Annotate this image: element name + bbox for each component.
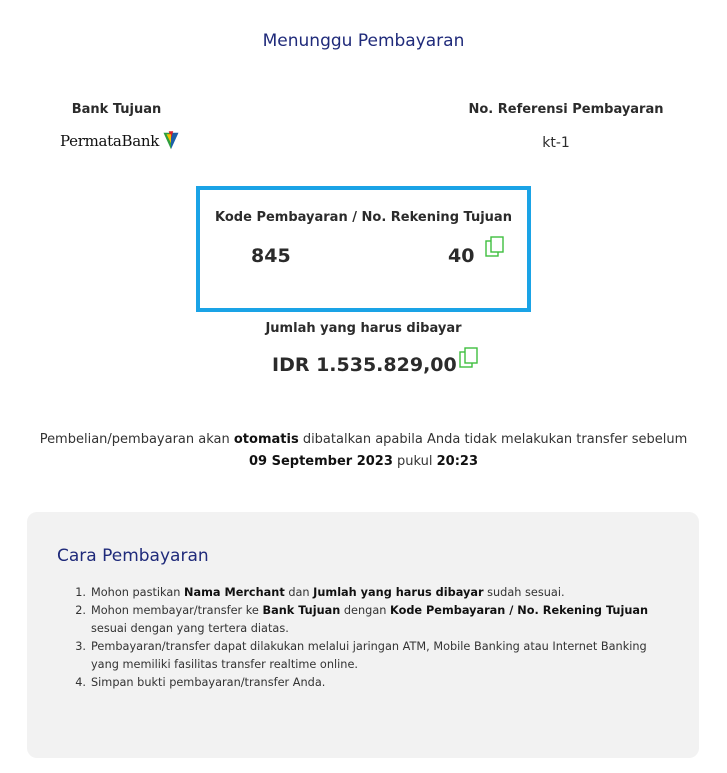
notice-bold-otomatis: otomatis [233,432,299,447]
step-number: 4. [75,676,86,689]
list-item [57,602,677,638]
payment-code-value-left: 845 [251,245,291,267]
payment-code-label: Kode Pembayaran / No. Rekening Tujuan [215,210,512,225]
step-number: 2. [75,604,86,617]
amount-label: Jumlah yang harus dibayar [265,321,462,336]
notice-text: pukul [392,454,437,469]
step-text [91,638,677,674]
step-text-part: sudah sesuai. [483,586,565,599]
reference-value: kt-1 [542,135,570,151]
bank-logo [60,126,180,156]
list-item [57,674,677,692]
step-text-part: Simpan bukti pembayaran/transfer Anda. [91,676,326,689]
notice-text: dibatalkan apabila Anda tidak melakukan transfer sebelum [298,432,688,447]
step-number: 3. [75,640,86,653]
copy-icon[interactable] [485,236,505,258]
step-text-part: Mohon membayar/transfer ke [91,604,263,617]
step-bold-part: Nama Merchant [184,586,285,599]
amount-value: IDR 1.535.829,00 [272,354,457,376]
bank-label: Bank Tujuan [71,102,162,117]
notice-deadline-date: 09 September 2023 [248,454,393,469]
notice-text: Pembelian/pembayaran akan [39,432,234,447]
list-item [57,638,677,674]
instructions-title: Cara Pembayaran [57,546,209,566]
step-text [91,674,677,692]
instructions-list [57,584,677,692]
step-number: 1. [75,586,86,599]
permatabank-logo-icon [162,126,180,156]
step-bold-part: Kode Pembayaran / No. Rekening Tujuan [390,604,649,617]
cancellation-notice [30,429,697,473]
reference-label: No. Referensi Pembayaran [468,102,664,117]
list-item [57,584,677,602]
step-text [91,584,677,602]
payment-code-value-right: 40 [448,245,475,267]
step-text-part: sesuai dengan yang tertera diatas. [91,622,289,635]
step-text-part: Pembayaran/transfer dapat dilakukan melalui jaringan ATM, Mobile Banking atau Internet Banking yang memiliki fasilitas transfer realtime online. [91,640,647,671]
step-text-part: Mohon pastikan [91,586,185,599]
page-title: Menunggu Pembayaran [262,31,465,51]
step-text-part: dengan [340,604,391,617]
step-text-part: dan [284,586,314,599]
payment-instructions-panel [27,512,699,758]
bank-logo-text: PermataBank [60,132,160,150]
notice-deadline-time: 20:23 [436,454,479,469]
step-bold-part: Jumlah yang harus dibayar [313,586,484,599]
step-text [91,602,677,638]
copy-icon[interactable] [459,347,479,369]
payment-code-box [196,186,531,312]
step-bold-part: Bank Tujuan [262,604,341,617]
